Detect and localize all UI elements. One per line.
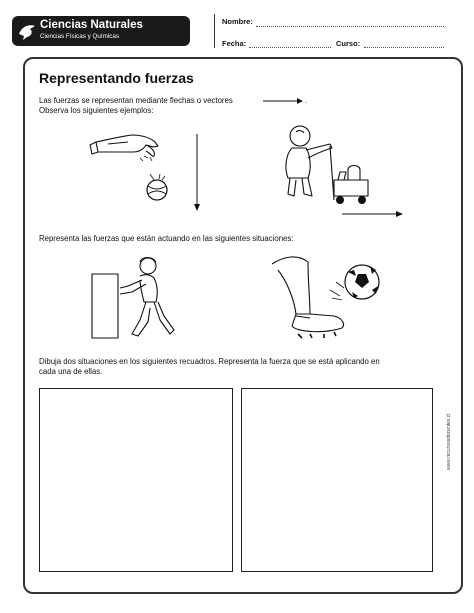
bird-logo-icon [16,20,38,42]
vector-arrow-icon [262,96,304,106]
worksheet-title: Representando fuerzas [39,70,194,86]
drawing-box-1[interactable] [39,388,233,572]
intro-period: . [305,96,308,105]
course-label: Curso: [336,39,361,48]
intro-text: Las fuerzas se representan mediante flechas o vectores [39,96,233,105]
name-label: Nombre: [222,17,253,26]
task1-text: Representa las fuerzas que están actuando en las siguientes situaciones: [39,234,294,243]
date-label: Fecha: [222,39,247,48]
subject-subtitle: Ciencias Físicas y Químicas [40,33,120,40]
kicking-ball-illustration [268,252,384,342]
drawing-box-2[interactable] [241,388,433,572]
person-pushing-box-illustration [88,250,186,342]
task2-text-line2: cada una de ellas. [39,367,103,376]
date-field[interactable] [249,47,331,48]
header-divider [214,14,215,48]
name-field[interactable] [256,26,444,27]
website-watermark: www.recursosdocentes.cl [446,413,452,470]
subject-title: Ciencias Naturales [40,19,143,31]
examples-text: Observa los siguientes ejemplos: [39,106,154,115]
child-pulling-cart-illustration [272,120,408,222]
task2-text-line1: Dibuja dos situaciones en los siguientes recuadros. Representa la fuerza que se está aplicando en [39,357,380,366]
course-field[interactable] [364,47,444,48]
falling-ball-illustration [88,130,208,212]
